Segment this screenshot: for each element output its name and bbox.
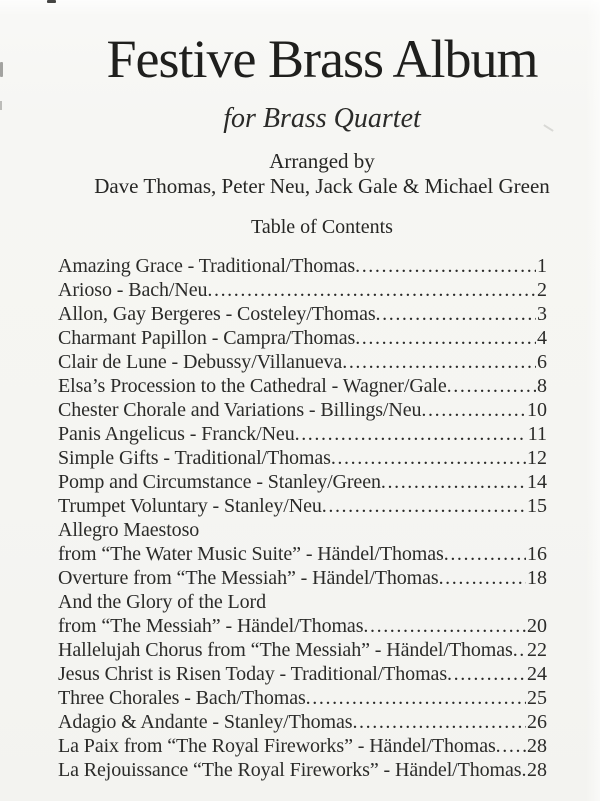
toc-entry-page: 26 — [527, 711, 547, 733]
toc-row — [58, 686, 547, 710]
toc-dot-leader — [331, 446, 526, 470]
toc-entry-page: 4 — [537, 327, 547, 349]
toc-entry-title: Jesus Christ is Risen Today - Traditional/Thomas — [58, 663, 447, 685]
arrangers-names: Dave Thomas, Peter Neu, Jack Gale & Michael Green — [94, 174, 550, 198]
toc-entry-page: 24 — [527, 663, 547, 685]
toc-entry-title: Trumpet Voluntary - Stanley/Neu — [58, 495, 322, 517]
toc-entry-page: 28 — [527, 759, 547, 781]
toc-row — [58, 374, 547, 398]
toc-entry-page: 1 — [537, 255, 547, 277]
toc-row — [58, 758, 547, 782]
toc-dot-leader — [444, 542, 526, 566]
toc-dot-leader — [295, 422, 527, 446]
toc-entry-title: from “The Water Music Suite” - Händel/Thomas — [58, 543, 444, 565]
toc-entry-title: Allegro Maestoso — [58, 519, 200, 541]
toc-entry-page: 20 — [527, 615, 547, 637]
toc-row — [58, 710, 547, 734]
toc-row — [58, 494, 547, 518]
toc-row — [58, 446, 547, 470]
toc-row — [58, 518, 547, 542]
toc-dot-leader — [342, 350, 536, 374]
toc-row — [58, 566, 547, 590]
toc-row — [58, 662, 547, 686]
scan-artifact — [0, 62, 3, 77]
toc-row — [58, 614, 547, 638]
toc-dot-leader — [322, 494, 526, 518]
toc-entry-page: 18 — [527, 567, 547, 589]
toc-row — [58, 542, 547, 566]
toc-entry-title: Amazing Grace - Traditional/Thomas — [58, 255, 356, 277]
toc-entry-title: Arioso - Bach/Neu — [58, 279, 208, 301]
toc-entry-title: La Rejouissance “The Royal Fireworks” - Händel/Thomas — [58, 759, 522, 781]
toc-entry-page: 15 — [527, 495, 547, 517]
toc-row — [58, 422, 547, 446]
toc-row — [58, 278, 547, 302]
toc-row — [58, 734, 547, 758]
toc-entry-title: Adagio & Andante - Stanley/Thomas — [58, 711, 353, 733]
toc-entry-page: 25 — [527, 687, 547, 709]
subtitle: for Brass Quartet — [223, 103, 421, 134]
toc-dot-leader — [439, 566, 526, 590]
toc-entry-page: 28 — [527, 735, 547, 757]
toc-dot-leader — [352, 710, 526, 734]
toc-dot-leader — [381, 470, 526, 494]
toc-row — [58, 470, 547, 494]
toc-entry-page: 8 — [537, 375, 547, 397]
toc-dot-leader — [207, 278, 536, 302]
header — [62, 0, 582, 239]
toc-entry-page: 14 — [527, 471, 547, 493]
toc-entry-title: Allon, Gay Bergeres - Costeley/Thomas — [58, 303, 376, 325]
toc-dot-leader — [363, 614, 526, 638]
toc-entry-title: La Paix from “The Royal Fireworks” - Händel/Thomas — [58, 735, 496, 757]
toc-list — [58, 254, 547, 782]
toc-entry-title: Panis Angelicus - Franck/Neu — [58, 423, 295, 445]
toc-entry-title: Charmant Papillon - Campra/Thomas — [58, 327, 356, 349]
toc-entry-page: 3 — [537, 303, 547, 325]
toc-dot-leader — [306, 686, 526, 710]
toc-dot-leader — [355, 326, 536, 350]
toc-dot-leader — [447, 662, 526, 686]
toc-dot-leader — [496, 734, 526, 758]
toc-entry-page: 10 — [527, 399, 547, 421]
toc-row — [58, 326, 547, 350]
toc-dot-leader — [376, 302, 536, 326]
toc-entry-page: 11 — [527, 423, 547, 445]
toc-row — [58, 302, 547, 326]
toc-entry-page: 6 — [537, 351, 547, 373]
toc-entry-page: 16 — [527, 543, 547, 565]
toc-entry-title: And the Glory of the Lord — [58, 591, 267, 613]
toc-dot-leader — [447, 374, 536, 398]
toc-row — [58, 254, 547, 278]
arranged-by-label: Arranged by — [269, 149, 375, 173]
toc-row — [58, 398, 547, 422]
toc-dot-leader — [421, 398, 526, 422]
toc-heading: Table of Contents — [251, 216, 393, 238]
toc-row — [58, 638, 547, 662]
toc-row — [58, 350, 547, 374]
toc-entry-page: 2 — [537, 279, 547, 301]
toc-dot-leader — [355, 254, 536, 278]
scan-artifact — [47, 0, 56, 3]
toc-entry-title: Simple Gifts - Traditional/Thomas — [58, 447, 331, 469]
toc-entry-title: Chester Chorale and Variations - Billings/Neu — [58, 399, 422, 421]
toc-entry-page: 22 — [527, 639, 547, 661]
toc-entry-title: Clair de Lune - Debussy/Villanueva — [58, 351, 343, 373]
toc-entry-page: 12 — [527, 447, 547, 469]
toc-entry-title: Overture from “The Messiah” - Händel/Thomas — [58, 567, 439, 589]
toc-entry-title: Three Chorales - Bach/Thomas — [58, 687, 306, 709]
page-title: Festive Brass Album — [106, 29, 538, 89]
toc-entry-title: from “The Messiah” - Händel/Thomas — [58, 615, 364, 637]
toc-row — [58, 590, 547, 614]
scan-artifact — [0, 101, 2, 110]
toc-entry-title: Hallelujah Chorus from “The Messiah” - Händel/Thomas — [58, 639, 513, 661]
toc-entry-title: Pomp and Circumstance - Stanley/Green — [58, 471, 381, 493]
toc-dot-leader — [513, 638, 526, 662]
toc-entry-title: Elsa’s Procession to the Cathedral - Wagner/Gale — [58, 375, 447, 397]
